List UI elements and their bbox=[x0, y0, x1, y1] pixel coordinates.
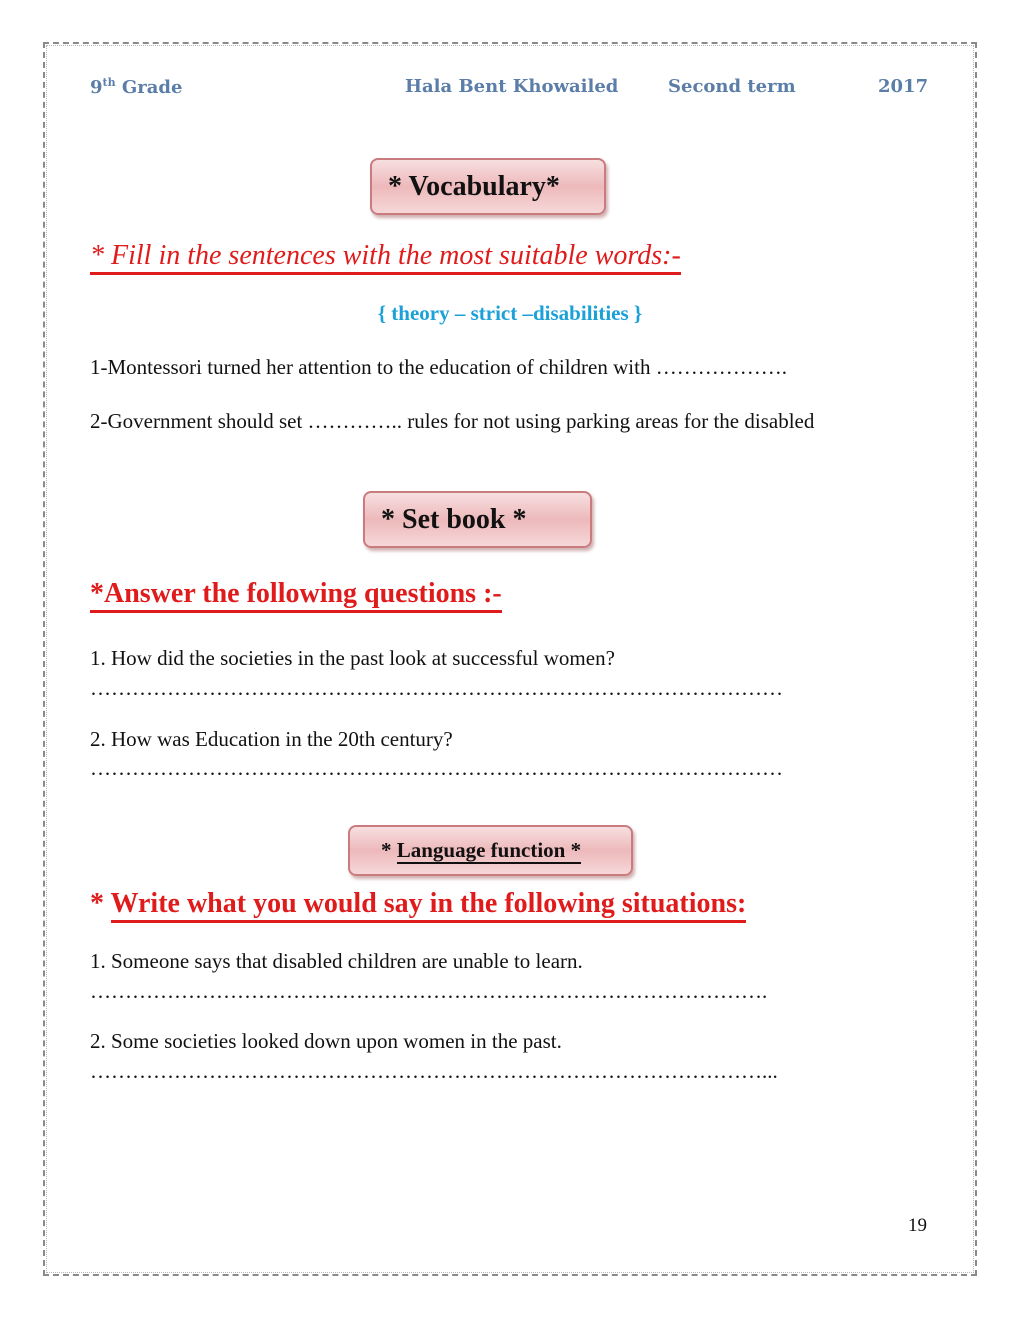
header-year: 2017 bbox=[878, 76, 929, 97]
answer-line-2: ……………………………………………………………………………………… bbox=[90, 756, 783, 780]
set-book-instruction: *Answer the following questions :- bbox=[90, 578, 502, 610]
language-function-instruction: * Write what you would say in the following situations: bbox=[90, 888, 746, 920]
page-number: 19 bbox=[908, 1215, 927, 1236]
vocabulary-sentence-1: 1-Montessori turned her attention to the education of children with ………………. bbox=[90, 355, 787, 379]
header-grade: 9th Grade bbox=[90, 76, 183, 98]
word-bank: { theory – strict –disabilities } bbox=[377, 301, 643, 325]
header-term: Second term bbox=[668, 76, 796, 97]
situation-1: 1. Someone says that disabled children are unable to learn. bbox=[90, 949, 583, 973]
language-function-title: * Language function * bbox=[381, 838, 582, 862]
answer-line-4: ……………………………………………………………………………………... bbox=[90, 1059, 778, 1083]
vocabulary-instruction: * Fill in the sentences with the most suitable words:- bbox=[90, 240, 681, 272]
set-book-title: * Set book * bbox=[381, 504, 527, 535]
answer-line-3: ……………………………………………………………………………………. bbox=[90, 979, 768, 1003]
set-book-question-2: 2. How was Education in the 20th century? bbox=[90, 727, 453, 751]
language-function-title-box bbox=[348, 825, 633, 876]
header-school: Hala Bent Khowailed bbox=[405, 76, 619, 97]
vocabulary-title: * Vocabulary* bbox=[388, 171, 560, 202]
vocabulary-sentence-2: 2-Government should set ………….. rules for not using parking areas for the disabled bbox=[90, 409, 815, 433]
set-book-question-1: 1. How did the societies in the past look at successful women? bbox=[90, 646, 615, 670]
set-book-title-box bbox=[363, 491, 592, 548]
answer-line-1: ……………………………………………………………………………………… bbox=[90, 676, 783, 700]
situation-2: 2. Some societies looked down upon women in the past. bbox=[90, 1029, 562, 1053]
vocabulary-title-box bbox=[370, 158, 606, 215]
